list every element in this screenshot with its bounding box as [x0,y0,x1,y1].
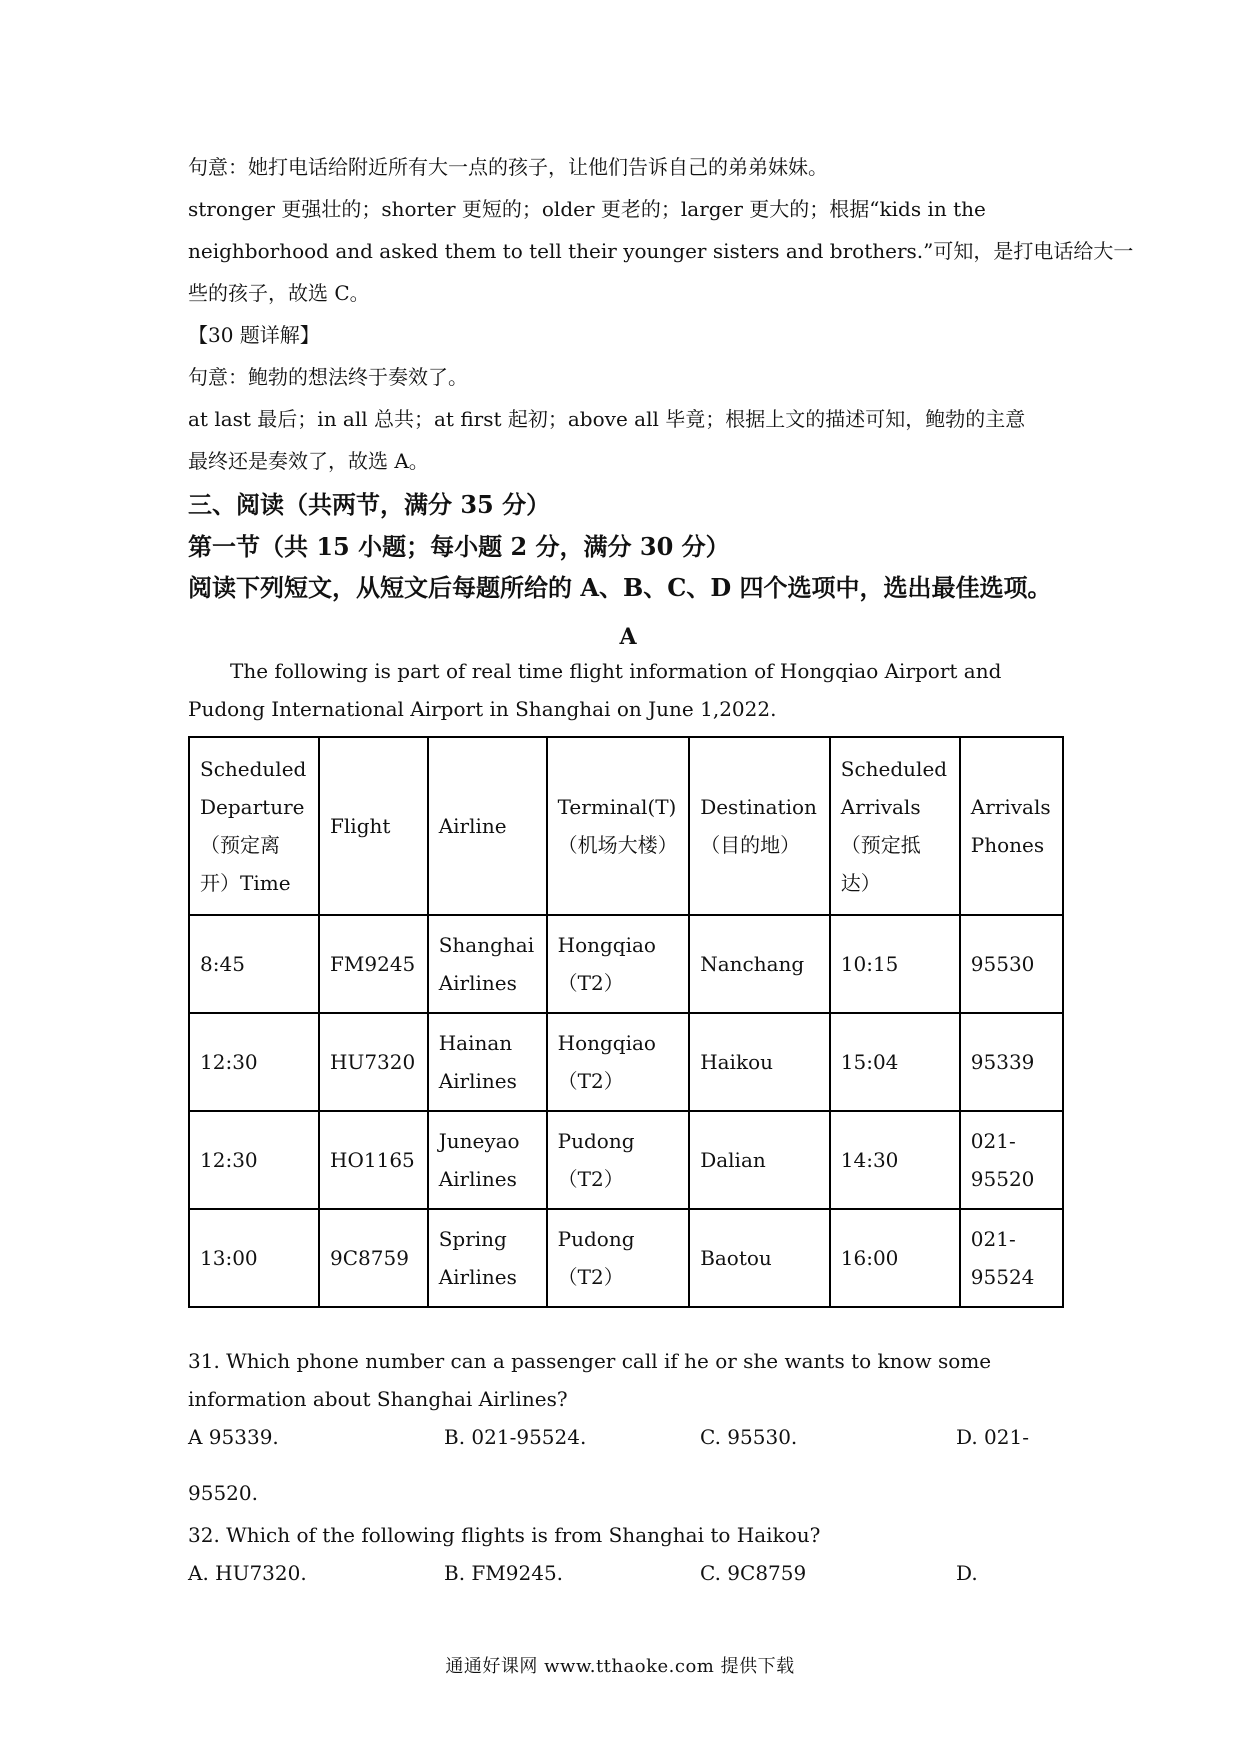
cell-phone: 95530 [960,915,1063,1013]
option-a: A 95339. [188,1425,279,1449]
cell-departure: 12:30 [189,1111,319,1209]
option-d-continuation: 95520. [188,1481,258,1505]
flight-table [188,736,1064,1308]
cell-flight: 9C8759 [319,1209,428,1307]
cell-departure: 13:00 [189,1209,319,1307]
header-terminal: Terminal(T)（机场大楼） [547,737,690,915]
cell-arrival: 14:30 [830,1111,960,1209]
table-row [189,1209,1063,1307]
explanation-line: neighborhood and asked them to tell their younger sisters and brothers.”可知，是打电话给大一 [188,239,1134,263]
header-departure: Scheduled Departure（预定离开）Time [189,737,319,915]
header-phones: Arrivals Phones [960,737,1063,915]
cell-terminal: Pudong（T2） [547,1209,690,1307]
page-footer: 通通好课网 www.tthaoke.com 提供下载 [445,1656,795,1677]
explanation-line: stronger 更强壮的；shorter 更短的；older 更老的；larger 更大的；根据“kids in the [188,197,986,221]
document-page [188,146,1134,1592]
option-d: D. [956,1561,978,1585]
cell-arrival: 15:04 [830,1013,960,1111]
section-instruction: 阅读下列短文，从短文后每题所给的 A、B、C、D 四个选项中，选出最佳选项。 [188,573,1052,602]
cell-airline: Hainan Airlines [428,1013,547,1111]
passage-intro: The following is part of real time flight information of Hongqiao Airport and Pudong International Airport in Shanghai on June 1,2022. [188,659,1002,721]
cell-phone: 95339 [960,1013,1063,1111]
header-flight: Flight [319,737,428,915]
question-32: 32. Which of the following flights is from Shanghai to Haikou? [188,1523,821,1547]
option-c: C. 95530. [700,1425,798,1449]
explanation-line: 句意：她打电话给附近所有大一点的孩子，让他们告诉自己的弟弟妹妹。 [188,155,828,179]
cell-departure: 8:45 [189,915,319,1013]
cell-flight: HU7320 [319,1013,428,1111]
cell-terminal: Hongqiao（T2） [547,915,690,1013]
question-32-options [188,1554,1068,1592]
explanation-heading: 【30 题详解】 [188,323,320,347]
cell-destination: Nanchang [689,915,830,1013]
explanation-line: at last 最后；in all 总共；at first 起初；above all 毕竟；根据上文的描述可知，鲍勃的主意 [188,407,1026,431]
header-destination: Destination（目的地） [689,737,830,915]
cell-flight: HO1165 [319,1111,428,1209]
cell-phone: 021-95524 [960,1209,1063,1307]
table-row [189,1013,1063,1111]
cell-airline: Spring Airlines [428,1209,547,1307]
option-b: B. 021-95524. [444,1425,587,1449]
table-row [189,1111,1063,1209]
passage-letter: A [619,624,637,650]
cell-terminal: Hongqiao（T2） [547,1013,690,1111]
table-row [189,915,1063,1013]
section-title: 三、阅读（共两节，满分 35 分） [188,490,551,519]
cell-destination: Baotou [689,1209,830,1307]
explanation-line: 些的孩子，故选 C。 [188,281,370,305]
header-airline: Airline [428,737,547,915]
explanation-line: 句意：鲍勃的想法终于奏效了。 [188,365,468,389]
cell-terminal: Pudong（T2） [547,1111,690,1209]
cell-flight: FM9245 [319,915,428,1013]
cell-arrival: 10:15 [830,915,960,1013]
option-c: C. 9C8759 [700,1561,807,1585]
section-subtitle: 第一节（共 15 小题；每小题 2 分，满分 30 分） [188,532,730,561]
cell-airline: Shanghai Airlines [428,915,547,1013]
option-b: B. FM9245. [444,1561,564,1585]
question-31: 31. Which phone number can a passenger call if he or she wants to know some information about Shanghai Airlines? [188,1349,992,1411]
cell-destination: Haikou [689,1013,830,1111]
option-d: D. 021- [956,1425,1029,1449]
table-header-row [189,737,1063,915]
cell-destination: Dalian [689,1111,830,1209]
cell-arrival: 16:00 [830,1209,960,1307]
header-arrivals: Scheduled Arrivals（预定抵达） [830,737,960,915]
question-31-options [188,1418,1068,1456]
cell-phone: 021-95520 [960,1111,1063,1209]
explanation-block [188,146,1134,482]
option-a: A. HU7320. [188,1561,307,1585]
cell-airline: Juneyao Airlines [428,1111,547,1209]
cell-departure: 12:30 [189,1013,319,1111]
explanation-line: 最终还是奏效了，故选 A。 [188,449,429,473]
